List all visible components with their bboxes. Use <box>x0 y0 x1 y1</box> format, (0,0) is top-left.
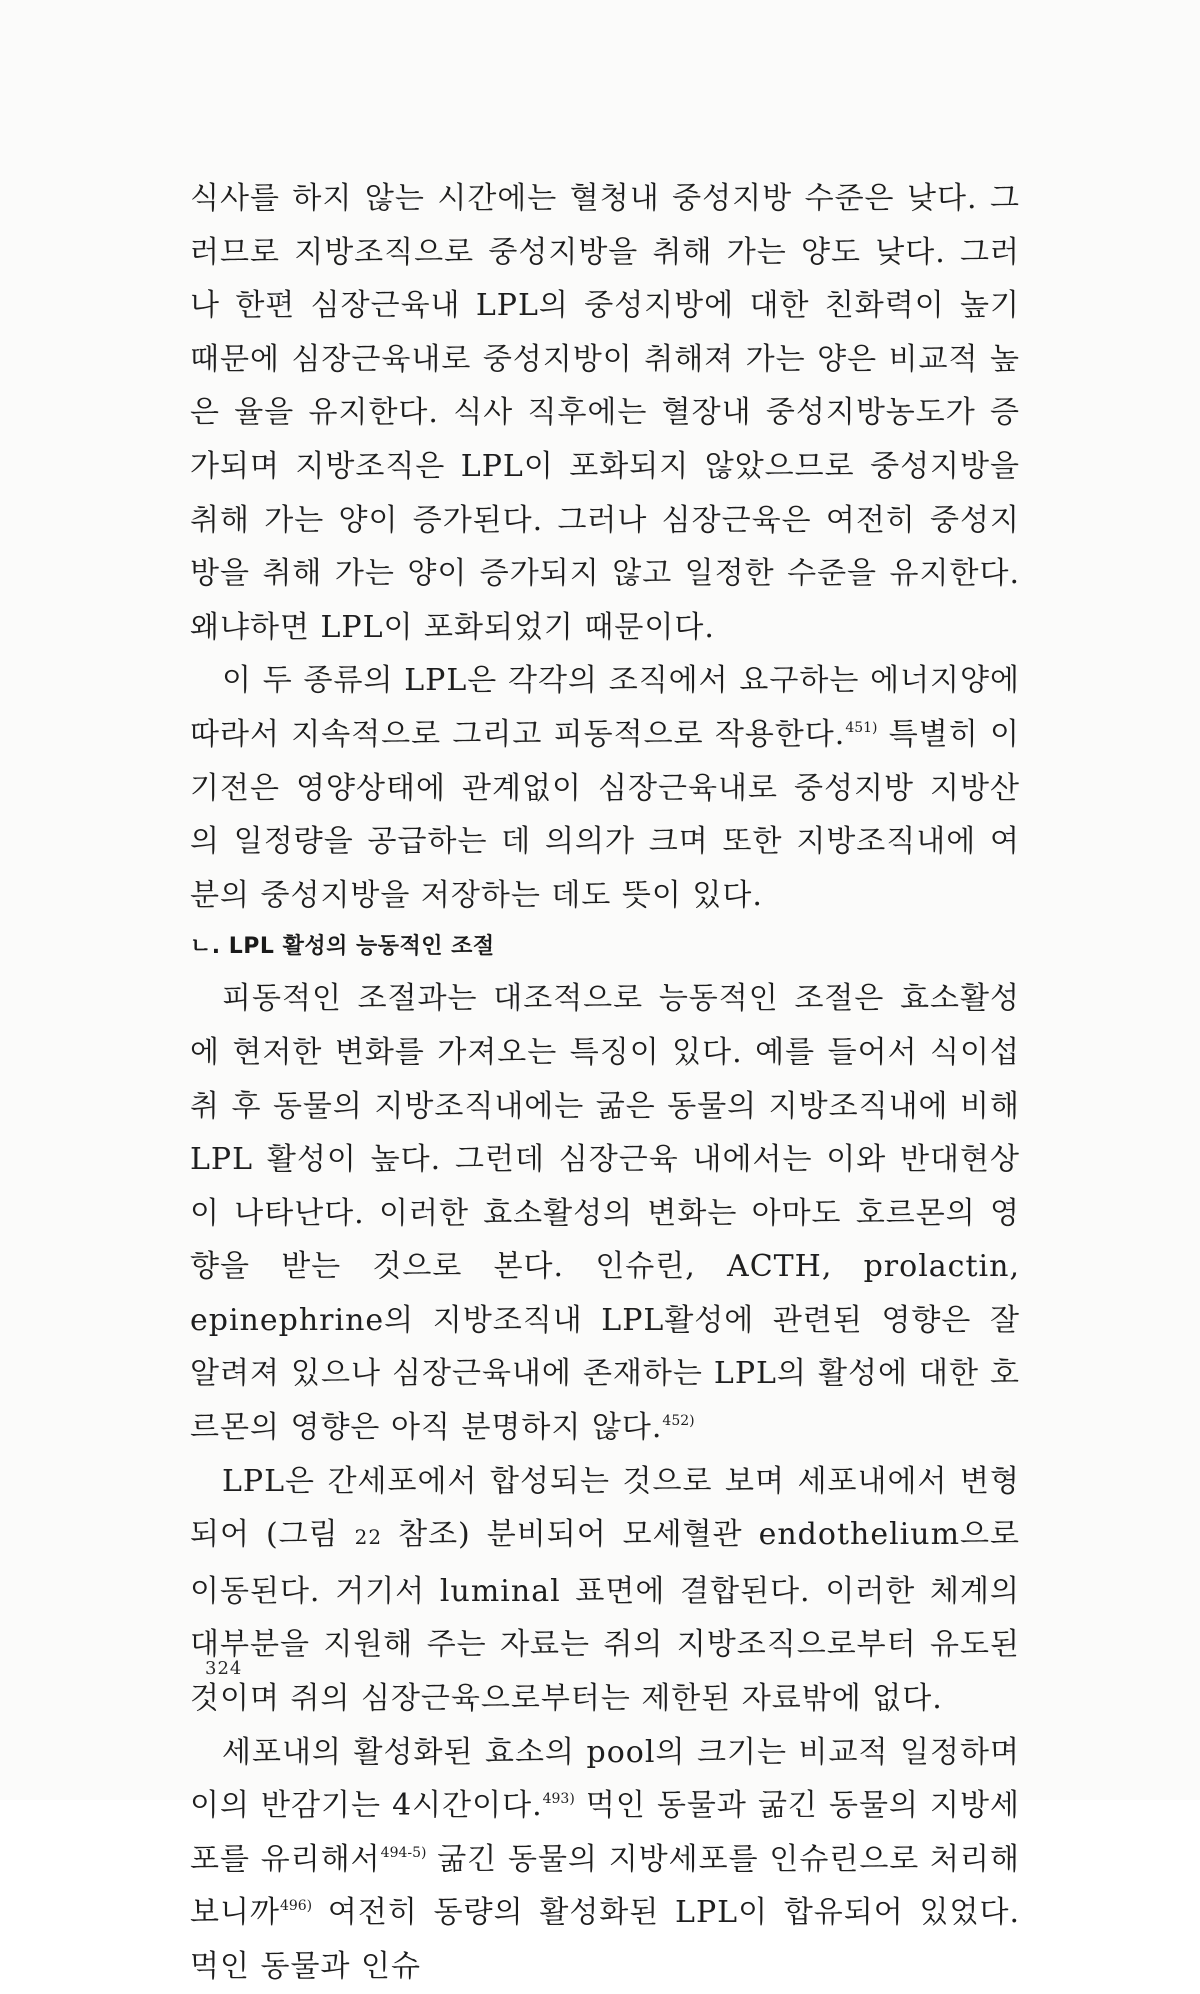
paragraph-active-regulation <box>190 972 1020 1454</box>
reference-superscript: 493) <box>542 1791 575 1808</box>
paragraph-enzyme-pool <box>190 1726 1020 1994</box>
reference-superscript: 452) <box>662 1413 695 1430</box>
paragraph-text: 여전히 동량의 활성화된 LPL이 합유되어 있었다. 먹인 동물과 인슈 <box>190 1895 1020 1984</box>
paragraph-text: LPL은 간세포에서 합성되는 것으로 보며 세포내에서 변형되어 (그림 <box>190 1463 1020 1553</box>
page-number: 324 <box>205 1658 243 1679</box>
paragraph-text: 피동적인 조절과는 대조적으로 능동적인 조절은 효소활성에 현저한 변화를 가져오는 특징이 있다. 예를 들어서 식이섭취 후 동물의 지방조직내에는 굶은 동물의 지방조직내에 비해 LPL 활성이 높다. 그런데 심장근육 내에서는 이와 반대현상이 나타난다. 이러한 효소활성의 변화는 아마도 호르몬의 영향을 받는 것으로 본다. 인슈린, ACTH, prolactin, epinephrine의 지방조직내 LPL활성에 관련된 영향은 잘 알려져 있으나 심장근육내에 존재하는 LPL의 활성에 대한 호르몬의 영향은 아직 분명하지 않다. <box>190 981 1020 1446</box>
paragraph-fasting-state <box>190 172 1020 654</box>
paragraph-text: 먹인 동물과 굶긴 동물의 지방세포를 유리해서 <box>190 1788 1020 1877</box>
paragraph-text: 참조) 분비되어 모세혈관 endothelium으로 이동된다. 거기서 luminal 표면에 결합된다. 이러한 체계의 대부분을 지원해 주는 자료는 쥐의 지방조직으로부터 유도된 것이며 쥐의 심장근육으로부터는 제한된 자료밖에 없다. <box>190 1517 1020 1717</box>
paragraph-text: 세포내의 활성화된 효소의 pool의 크기는 비교적 일정하며 이의 반감기는 4시간이다. <box>190 1734 1020 1824</box>
paragraph-text: 식사를 하지 않는 시간에는 혈청내 중성지방 수준은 낮다. 그러므로 지방조직으로 중성지방을 취해 가는 양도 낮다. 그러나 한편 심장근육내 LPL의 중성지방에 대한 친화력이 높기 때문에 심장근육내로 중성지방이 취해져 가는 양은 비교적 높은 율을 유지한다. 식사 직후에는 혈장내 중성지방농도가 증가되며 지방조직은 LPL이 포화되지 않았으므로 중성지방을 취해 가는 양이 증가된다. 그러나 심장근육은 여전히 중성지방을 취해 가는 양이 증가되지 않고 일정한 수준을 유지한다. 왜냐하면 LPL이 포화되었기 때문이다. <box>190 181 1020 645</box>
paragraph-lpl-synthesis <box>190 1455 1020 1726</box>
paragraph-two-lpl-types <box>190 654 1020 922</box>
paragraph-text: 굶긴 동물의 지방세포를 인슈린으로 처리해 보니까 <box>190 1841 1020 1931</box>
figure-reference-number: 22 <box>354 1525 383 1550</box>
reference-superscript: 451) <box>845 719 878 736</box>
paragraph-text: 이 두 종류의 LPL은 각각의 조직에서 요구하는 에너지양에 따라서 지속적으로 그리고 피동적으로 작용한다. <box>190 663 1020 752</box>
section-subheading: ㄴ. LPL 활성의 능동적인 조절 <box>190 934 495 960</box>
paragraph-text: 특별히 이 기전은 영양상태에 관계없이 심장근육내로 중성지방 지방산의 일정량을 공급하는 데 의의가 크며 또한 지방조직내에 여분의 중성지방을 저장하는 데도 뜻이 있다. <box>190 716 1021 913</box>
body-text <box>190 172 1020 1994</box>
reference-superscript: 496) <box>279 1898 313 1915</box>
reference-superscript: 494-5) <box>380 1844 427 1861</box>
